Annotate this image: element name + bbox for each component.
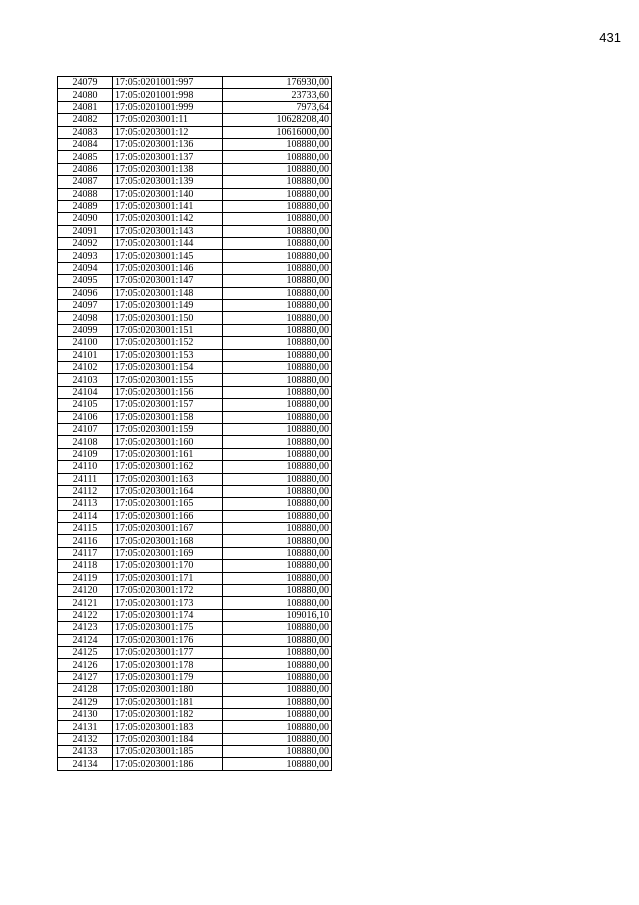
cadastral-number-cell: 17:05:0203001:156	[113, 386, 223, 398]
row-number-cell: 24104	[58, 386, 113, 398]
table-row	[58, 758, 332, 770]
value-cell: 108880,00	[223, 250, 332, 262]
cadastral-number-cell: 17:05:0203001:155	[113, 374, 223, 386]
value-cell: 108880,00	[223, 634, 332, 646]
table-row	[58, 101, 332, 113]
value-cell: 108880,00	[223, 535, 332, 547]
table-row	[58, 300, 332, 312]
value-cell: 108880,00	[223, 721, 332, 733]
value-cell: 108880,00	[223, 498, 332, 510]
value-cell: 108880,00	[223, 510, 332, 522]
cadastral-number-cell: 17:05:0203001:11	[113, 114, 223, 126]
table-row	[58, 324, 332, 336]
cadastral-number-cell: 17:05:0203001:184	[113, 733, 223, 745]
table-row	[58, 77, 332, 89]
table-row	[58, 238, 332, 250]
table-row	[58, 386, 332, 398]
table-body	[58, 77, 332, 771]
value-cell: 108880,00	[223, 361, 332, 373]
cadastral-number-cell: 17:05:0203001:183	[113, 721, 223, 733]
row-number-cell: 24116	[58, 535, 113, 547]
value-cell: 108880,00	[223, 312, 332, 324]
table-row	[58, 721, 332, 733]
row-number-cell: 24125	[58, 646, 113, 658]
row-number-cell: 24110	[58, 461, 113, 473]
table-row	[58, 151, 332, 163]
row-number-cell: 24115	[58, 523, 113, 535]
cadastral-number-cell: 17:05:0203001:152	[113, 337, 223, 349]
value-cell: 10616000,00	[223, 126, 332, 138]
row-number-cell: 24109	[58, 448, 113, 460]
table-row	[58, 622, 332, 634]
row-number-cell: 24108	[58, 436, 113, 448]
table-row	[58, 634, 332, 646]
cadastral-number-cell: 17:05:0203001:148	[113, 287, 223, 299]
value-cell: 109016,10	[223, 609, 332, 621]
table-row	[58, 659, 332, 671]
value-cell: 108880,00	[223, 163, 332, 175]
row-number-cell: 24113	[58, 498, 113, 510]
cadastral-number-cell: 17:05:0203001:137	[113, 151, 223, 163]
value-cell: 176930,00	[223, 77, 332, 89]
value-cell: 108880,00	[223, 659, 332, 671]
value-cell: 108880,00	[223, 200, 332, 212]
table-row	[58, 547, 332, 559]
table-row	[58, 746, 332, 758]
cadastral-number-cell: 17:05:0203001:12	[113, 126, 223, 138]
table-row	[58, 597, 332, 609]
row-number-cell: 24124	[58, 634, 113, 646]
row-number-cell: 24089	[58, 200, 113, 212]
table-row	[58, 523, 332, 535]
table-row	[58, 337, 332, 349]
value-cell: 108880,00	[223, 448, 332, 460]
cadastral-number-cell: 17:05:0203001:167	[113, 523, 223, 535]
row-number-cell: 24112	[58, 485, 113, 497]
value-cell: 108880,00	[223, 213, 332, 225]
value-cell: 108880,00	[223, 349, 332, 361]
table-row	[58, 411, 332, 423]
row-number-cell: 24093	[58, 250, 113, 262]
value-cell: 108880,00	[223, 572, 332, 584]
cadastral-number-cell: 17:05:0203001:178	[113, 659, 223, 671]
value-cell: 108880,00	[223, 374, 332, 386]
table-row	[58, 498, 332, 510]
value-cell: 108880,00	[223, 151, 332, 163]
cadastral-number-cell: 17:05:0203001:186	[113, 758, 223, 770]
page-number: 431	[599, 30, 621, 45]
value-cell: 108880,00	[223, 287, 332, 299]
table-row	[58, 312, 332, 324]
row-number-cell: 24111	[58, 473, 113, 485]
cadastral-number-cell: 17:05:0203001:181	[113, 696, 223, 708]
cadastral-number-cell: 17:05:0203001:138	[113, 163, 223, 175]
row-number-cell: 24107	[58, 423, 113, 435]
cadastral-number-cell: 17:05:0203001:172	[113, 585, 223, 597]
table-row	[58, 560, 332, 572]
row-number-cell: 24103	[58, 374, 113, 386]
cadastral-number-cell: 17:05:0203001:177	[113, 646, 223, 658]
cadastral-number-cell: 17:05:0203001:158	[113, 411, 223, 423]
row-number-cell: 24105	[58, 399, 113, 411]
cadastral-number-cell: 17:05:0203001:185	[113, 746, 223, 758]
table-row	[58, 163, 332, 175]
value-cell: 108880,00	[223, 238, 332, 250]
value-cell: 108880,00	[223, 324, 332, 336]
value-cell: 108880,00	[223, 386, 332, 398]
table-row	[58, 349, 332, 361]
cadastral-number-cell: 17:05:0203001:161	[113, 448, 223, 460]
table-row	[58, 374, 332, 386]
value-cell: 108880,00	[223, 300, 332, 312]
value-cell: 23733,60	[223, 89, 332, 101]
table-row	[58, 213, 332, 225]
row-number-cell: 24090	[58, 213, 113, 225]
row-number-cell: 24121	[58, 597, 113, 609]
row-number-cell: 24085	[58, 151, 113, 163]
cadastral-number-cell: 17:05:0203001:175	[113, 622, 223, 634]
cadastral-number-cell: 17:05:0203001:136	[113, 138, 223, 150]
row-number-cell: 24123	[58, 622, 113, 634]
cadastral-number-cell: 17:05:0203001:162	[113, 461, 223, 473]
value-cell: 108880,00	[223, 684, 332, 696]
row-number-cell: 24119	[58, 572, 113, 584]
row-number-cell: 24097	[58, 300, 113, 312]
row-number-cell: 24100	[58, 337, 113, 349]
cadastral-number-cell: 17:05:0203001:171	[113, 572, 223, 584]
row-number-cell: 24079	[58, 77, 113, 89]
cadastral-number-cell: 17:05:0203001:169	[113, 547, 223, 559]
row-number-cell: 24094	[58, 262, 113, 274]
table-row	[58, 448, 332, 460]
row-number-cell: 24120	[58, 585, 113, 597]
table-row	[58, 485, 332, 497]
cadastral-number-cell: 17:05:0201001:999	[113, 101, 223, 113]
value-cell: 108880,00	[223, 461, 332, 473]
row-number-cell: 24122	[58, 609, 113, 621]
value-cell: 108880,00	[223, 696, 332, 708]
row-number-cell: 24106	[58, 411, 113, 423]
value-cell: 108880,00	[223, 262, 332, 274]
cadastral-number-cell: 17:05:0203001:140	[113, 188, 223, 200]
value-cell: 108880,00	[223, 622, 332, 634]
cadastral-number-cell: 17:05:0201001:998	[113, 89, 223, 101]
cadastral-number-cell: 17:05:0203001:160	[113, 436, 223, 448]
cadastral-number-cell: 17:05:0203001:154	[113, 361, 223, 373]
row-number-cell: 24087	[58, 176, 113, 188]
cadastral-number-cell: 17:05:0203001:182	[113, 708, 223, 720]
table-row	[58, 225, 332, 237]
table-row	[58, 361, 332, 373]
value-cell: 108880,00	[223, 708, 332, 720]
value-cell: 108880,00	[223, 547, 332, 559]
value-cell: 108880,00	[223, 225, 332, 237]
value-cell: 108880,00	[223, 337, 332, 349]
value-cell: 108880,00	[223, 176, 332, 188]
row-number-cell: 24133	[58, 746, 113, 758]
table-row	[58, 126, 332, 138]
cadastre-table	[57, 76, 332, 771]
value-cell: 108880,00	[223, 746, 332, 758]
cadastral-number-cell: 17:05:0203001:173	[113, 597, 223, 609]
row-number-cell: 24088	[58, 188, 113, 200]
table-row	[58, 733, 332, 745]
row-number-cell: 24127	[58, 671, 113, 683]
cadastral-number-cell: 17:05:0203001:142	[113, 213, 223, 225]
cadastral-number-cell: 17:05:0203001:164	[113, 485, 223, 497]
table-row	[58, 535, 332, 547]
table-row	[58, 250, 332, 262]
cadastral-number-cell: 17:05:0203001:176	[113, 634, 223, 646]
value-cell: 108880,00	[223, 473, 332, 485]
row-number-cell: 24083	[58, 126, 113, 138]
cadastral-number-cell: 17:05:0203001:139	[113, 176, 223, 188]
cadastral-number-cell: 17:05:0203001:143	[113, 225, 223, 237]
cadastral-number-cell: 17:05:0203001:145	[113, 250, 223, 262]
table-row	[58, 684, 332, 696]
value-cell: 108880,00	[223, 671, 332, 683]
cadastral-number-cell: 17:05:0203001:168	[113, 535, 223, 547]
table-row	[58, 176, 332, 188]
value-cell: 108880,00	[223, 597, 332, 609]
value-cell: 108880,00	[223, 485, 332, 497]
value-cell: 108880,00	[223, 399, 332, 411]
value-cell: 108880,00	[223, 523, 332, 535]
row-number-cell: 24101	[58, 349, 113, 361]
cadastral-number-cell: 17:05:0203001:166	[113, 510, 223, 522]
value-cell: 108880,00	[223, 411, 332, 423]
value-cell: 108880,00	[223, 138, 332, 150]
cadastral-number-cell: 17:05:0203001:159	[113, 423, 223, 435]
cadastral-number-cell: 17:05:0203001:174	[113, 609, 223, 621]
cadastral-number-cell: 17:05:0203001:153	[113, 349, 223, 361]
table-row	[58, 510, 332, 522]
table-row	[58, 200, 332, 212]
table-row	[58, 262, 332, 274]
table-row	[58, 671, 332, 683]
row-number-cell: 24086	[58, 163, 113, 175]
table-row	[58, 696, 332, 708]
row-number-cell: 24102	[58, 361, 113, 373]
cadastral-number-cell: 17:05:0203001:149	[113, 300, 223, 312]
row-number-cell: 24084	[58, 138, 113, 150]
value-cell: 108880,00	[223, 560, 332, 572]
cadastral-number-cell: 17:05:0203001:141	[113, 200, 223, 212]
table-row	[58, 585, 332, 597]
row-number-cell: 24128	[58, 684, 113, 696]
value-cell: 108880,00	[223, 188, 332, 200]
cadastral-number-cell: 17:05:0203001:151	[113, 324, 223, 336]
row-number-cell: 24091	[58, 225, 113, 237]
row-number-cell: 24080	[58, 89, 113, 101]
table-row	[58, 114, 332, 126]
row-number-cell: 24081	[58, 101, 113, 113]
row-number-cell: 24096	[58, 287, 113, 299]
value-cell: 10628208,40	[223, 114, 332, 126]
cadastral-number-cell: 17:05:0203001:179	[113, 671, 223, 683]
cadastral-number-cell: 17:05:0203001:157	[113, 399, 223, 411]
table-row	[58, 287, 332, 299]
value-cell: 108880,00	[223, 758, 332, 770]
row-number-cell: 24098	[58, 312, 113, 324]
table-row	[58, 423, 332, 435]
row-number-cell: 24117	[58, 547, 113, 559]
cadastral-number-cell: 17:05:0203001:146	[113, 262, 223, 274]
table-row	[58, 89, 332, 101]
value-cell: 108880,00	[223, 585, 332, 597]
cadastral-number-cell: 17:05:0203001:180	[113, 684, 223, 696]
row-number-cell: 24129	[58, 696, 113, 708]
row-number-cell: 24092	[58, 238, 113, 250]
table-row	[58, 138, 332, 150]
cadastral-number-cell: 17:05:0203001:165	[113, 498, 223, 510]
value-cell: 108880,00	[223, 646, 332, 658]
table-row	[58, 646, 332, 658]
row-number-cell: 24082	[58, 114, 113, 126]
value-cell: 108880,00	[223, 436, 332, 448]
row-number-cell: 24130	[58, 708, 113, 720]
cadastral-number-cell: 17:05:0203001:144	[113, 238, 223, 250]
value-cell: 108880,00	[223, 275, 332, 287]
table-row	[58, 436, 332, 448]
value-cell: 108880,00	[223, 733, 332, 745]
cadastral-number-cell: 17:05:0203001:150	[113, 312, 223, 324]
table-row	[58, 572, 332, 584]
row-number-cell: 24131	[58, 721, 113, 733]
row-number-cell: 24099	[58, 324, 113, 336]
cadastral-number-cell: 17:05:0203001:163	[113, 473, 223, 485]
value-cell: 108880,00	[223, 423, 332, 435]
row-number-cell: 24095	[58, 275, 113, 287]
row-number-cell: 24114	[58, 510, 113, 522]
cadastral-number-cell: 17:05:0203001:170	[113, 560, 223, 572]
row-number-cell: 24126	[58, 659, 113, 671]
table-row	[58, 399, 332, 411]
row-number-cell: 24134	[58, 758, 113, 770]
value-cell: 7973,64	[223, 101, 332, 113]
table-row	[58, 275, 332, 287]
table-row	[58, 461, 332, 473]
row-number-cell: 24118	[58, 560, 113, 572]
cadastral-number-cell: 17:05:0201001:997	[113, 77, 223, 89]
row-number-cell: 24132	[58, 733, 113, 745]
table-row	[58, 473, 332, 485]
table-row	[58, 188, 332, 200]
cadastral-number-cell: 17:05:0203001:147	[113, 275, 223, 287]
table-row	[58, 708, 332, 720]
table-row	[58, 609, 332, 621]
